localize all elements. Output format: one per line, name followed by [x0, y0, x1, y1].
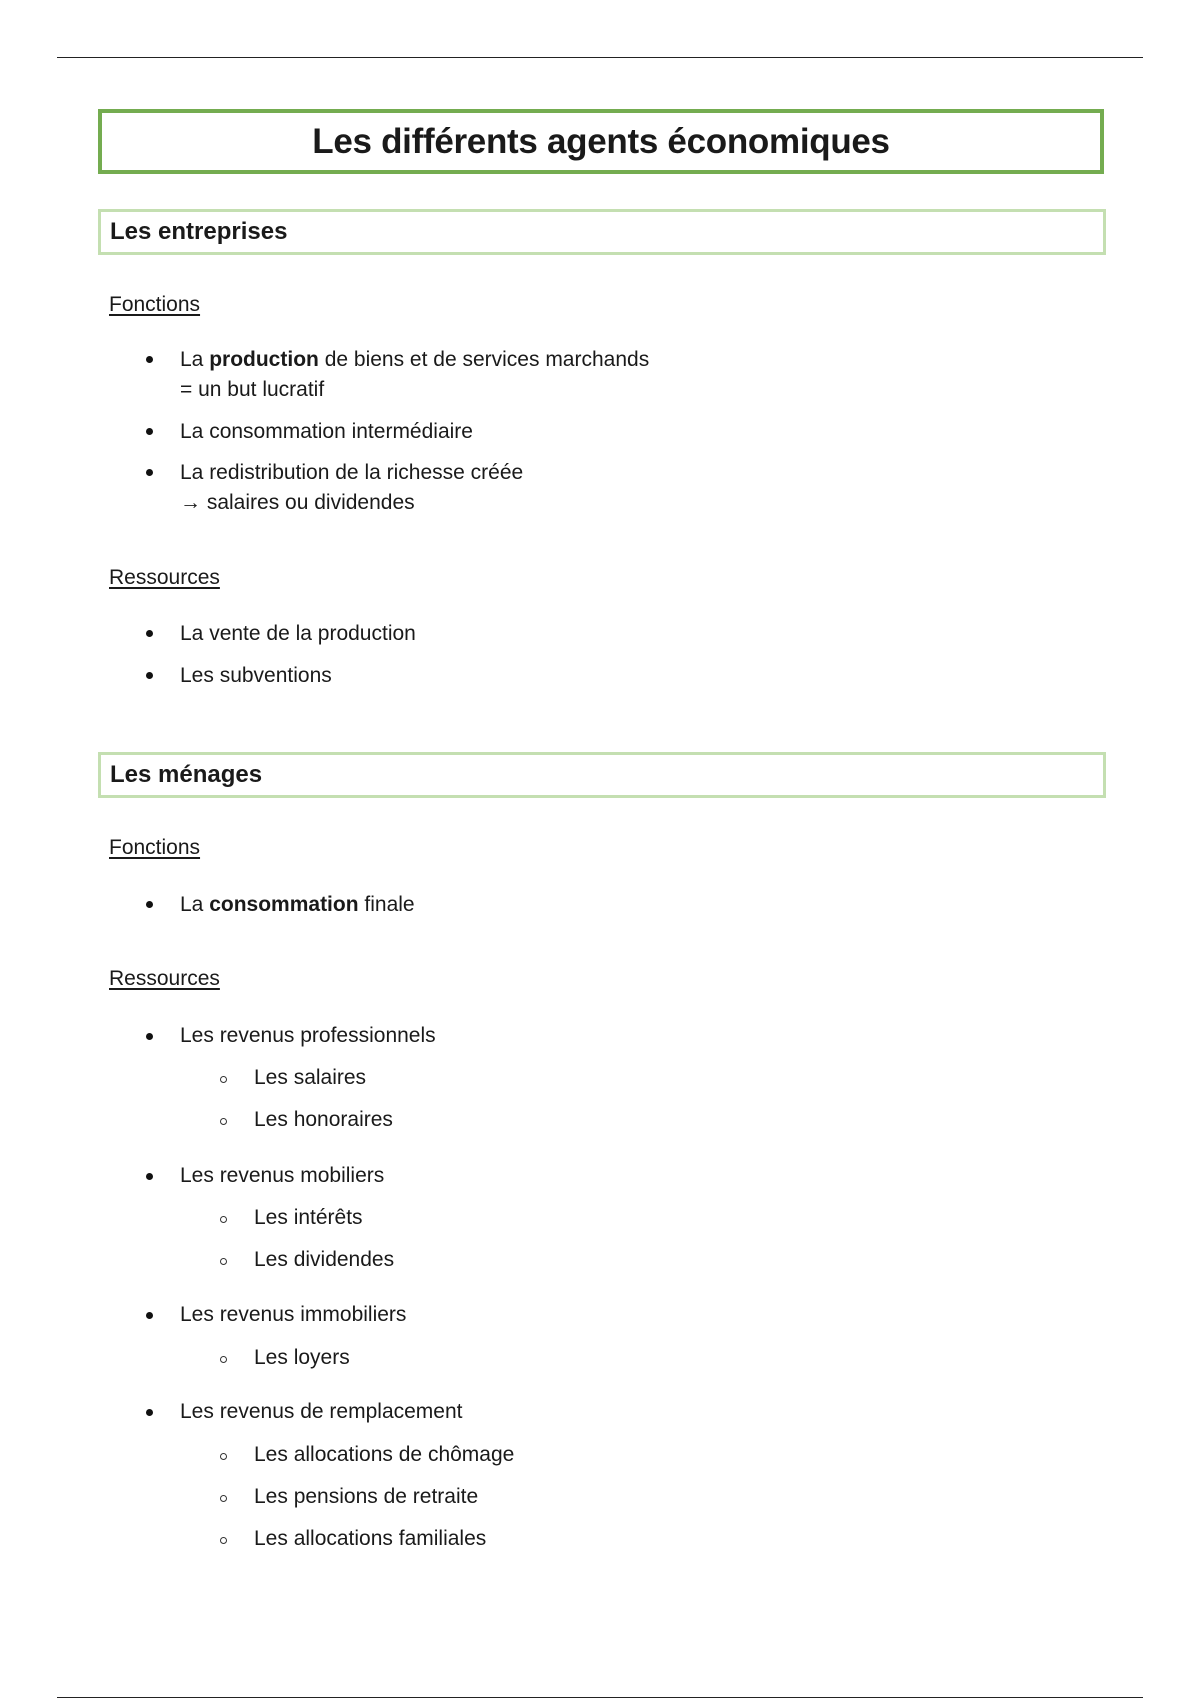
circle-bullet-icon [220, 1118, 227, 1125]
subheading-fonctions: Fonctions [109, 293, 201, 316]
circle-bullet-icon [220, 1537, 227, 1544]
section-heading-menages [98, 752, 1106, 798]
item-text: La [180, 893, 210, 916]
sub-list-item: Les loyers [254, 1346, 350, 1369]
sub-list-item: Les dividendes [254, 1248, 395, 1271]
circle-bullet-icon [220, 1356, 227, 1363]
bullet-icon [146, 469, 153, 476]
section-title: Les entreprises [110, 218, 288, 245]
bullet-icon [146, 672, 153, 679]
list-item: Les revenus mobiliers [180, 1164, 385, 1187]
list-item: Les revenus immobiliers [180, 1303, 407, 1326]
bullet-icon [146, 1033, 153, 1040]
bullet-icon [146, 356, 153, 363]
document-title-box [98, 109, 1104, 174]
item-text: de biens et de services marchands [318, 348, 650, 371]
item-text: finale [358, 893, 415, 916]
top-rule [57, 57, 1143, 58]
bullet-icon [146, 1409, 153, 1416]
bullet-icon [146, 428, 153, 435]
bottom-rule [57, 1697, 1143, 1698]
sub-list-item: Les honoraires [254, 1108, 393, 1131]
circle-bullet-icon [220, 1216, 227, 1223]
item-continuation: = un but lucratif [180, 378, 325, 401]
list-item: La consommation intermédiaire [180, 420, 473, 443]
list-item [180, 458, 523, 518]
item-continuation: → salaires ou dividendes [180, 491, 415, 514]
section-title: Les ménages [110, 761, 263, 788]
list-item: La vente de la production [180, 622, 416, 645]
item-bold-text: production [209, 348, 319, 371]
item-text: La redistribution de la richesse créée [180, 461, 524, 484]
bullet-icon [146, 1312, 153, 1319]
item-text: La [180, 348, 210, 371]
sub-list-item: Les salaires [254, 1066, 367, 1089]
bullet-icon [146, 1173, 153, 1180]
list-item: Les revenus professionnels [180, 1024, 436, 1047]
subheading-ressources: Ressources [109, 967, 220, 990]
subheading-fonctions: Fonctions [109, 836, 201, 859]
list-item [180, 345, 649, 405]
list-item: Les subventions [180, 664, 332, 687]
list-item [180, 890, 415, 920]
section-heading-entreprises [98, 209, 1106, 255]
bullet-icon [146, 630, 153, 637]
circle-bullet-icon [220, 1076, 227, 1083]
document-title: Les différents agents économiques [312, 121, 890, 161]
bullet-icon [146, 901, 153, 908]
subheading-ressources: Ressources [109, 566, 220, 589]
sub-list-item: Les allocations de chômage [254, 1443, 515, 1466]
circle-bullet-icon [220, 1495, 227, 1502]
list-item: Les revenus de remplacement [180, 1400, 463, 1423]
circle-bullet-icon [220, 1258, 227, 1265]
sub-list-item: Les allocations familiales [254, 1527, 487, 1550]
sub-list-item: Les intérêts [254, 1206, 363, 1229]
sub-list-item: Les pensions de retraite [254, 1485, 479, 1508]
circle-bullet-icon [220, 1453, 227, 1460]
item-bold-text: consommation [209, 893, 359, 916]
